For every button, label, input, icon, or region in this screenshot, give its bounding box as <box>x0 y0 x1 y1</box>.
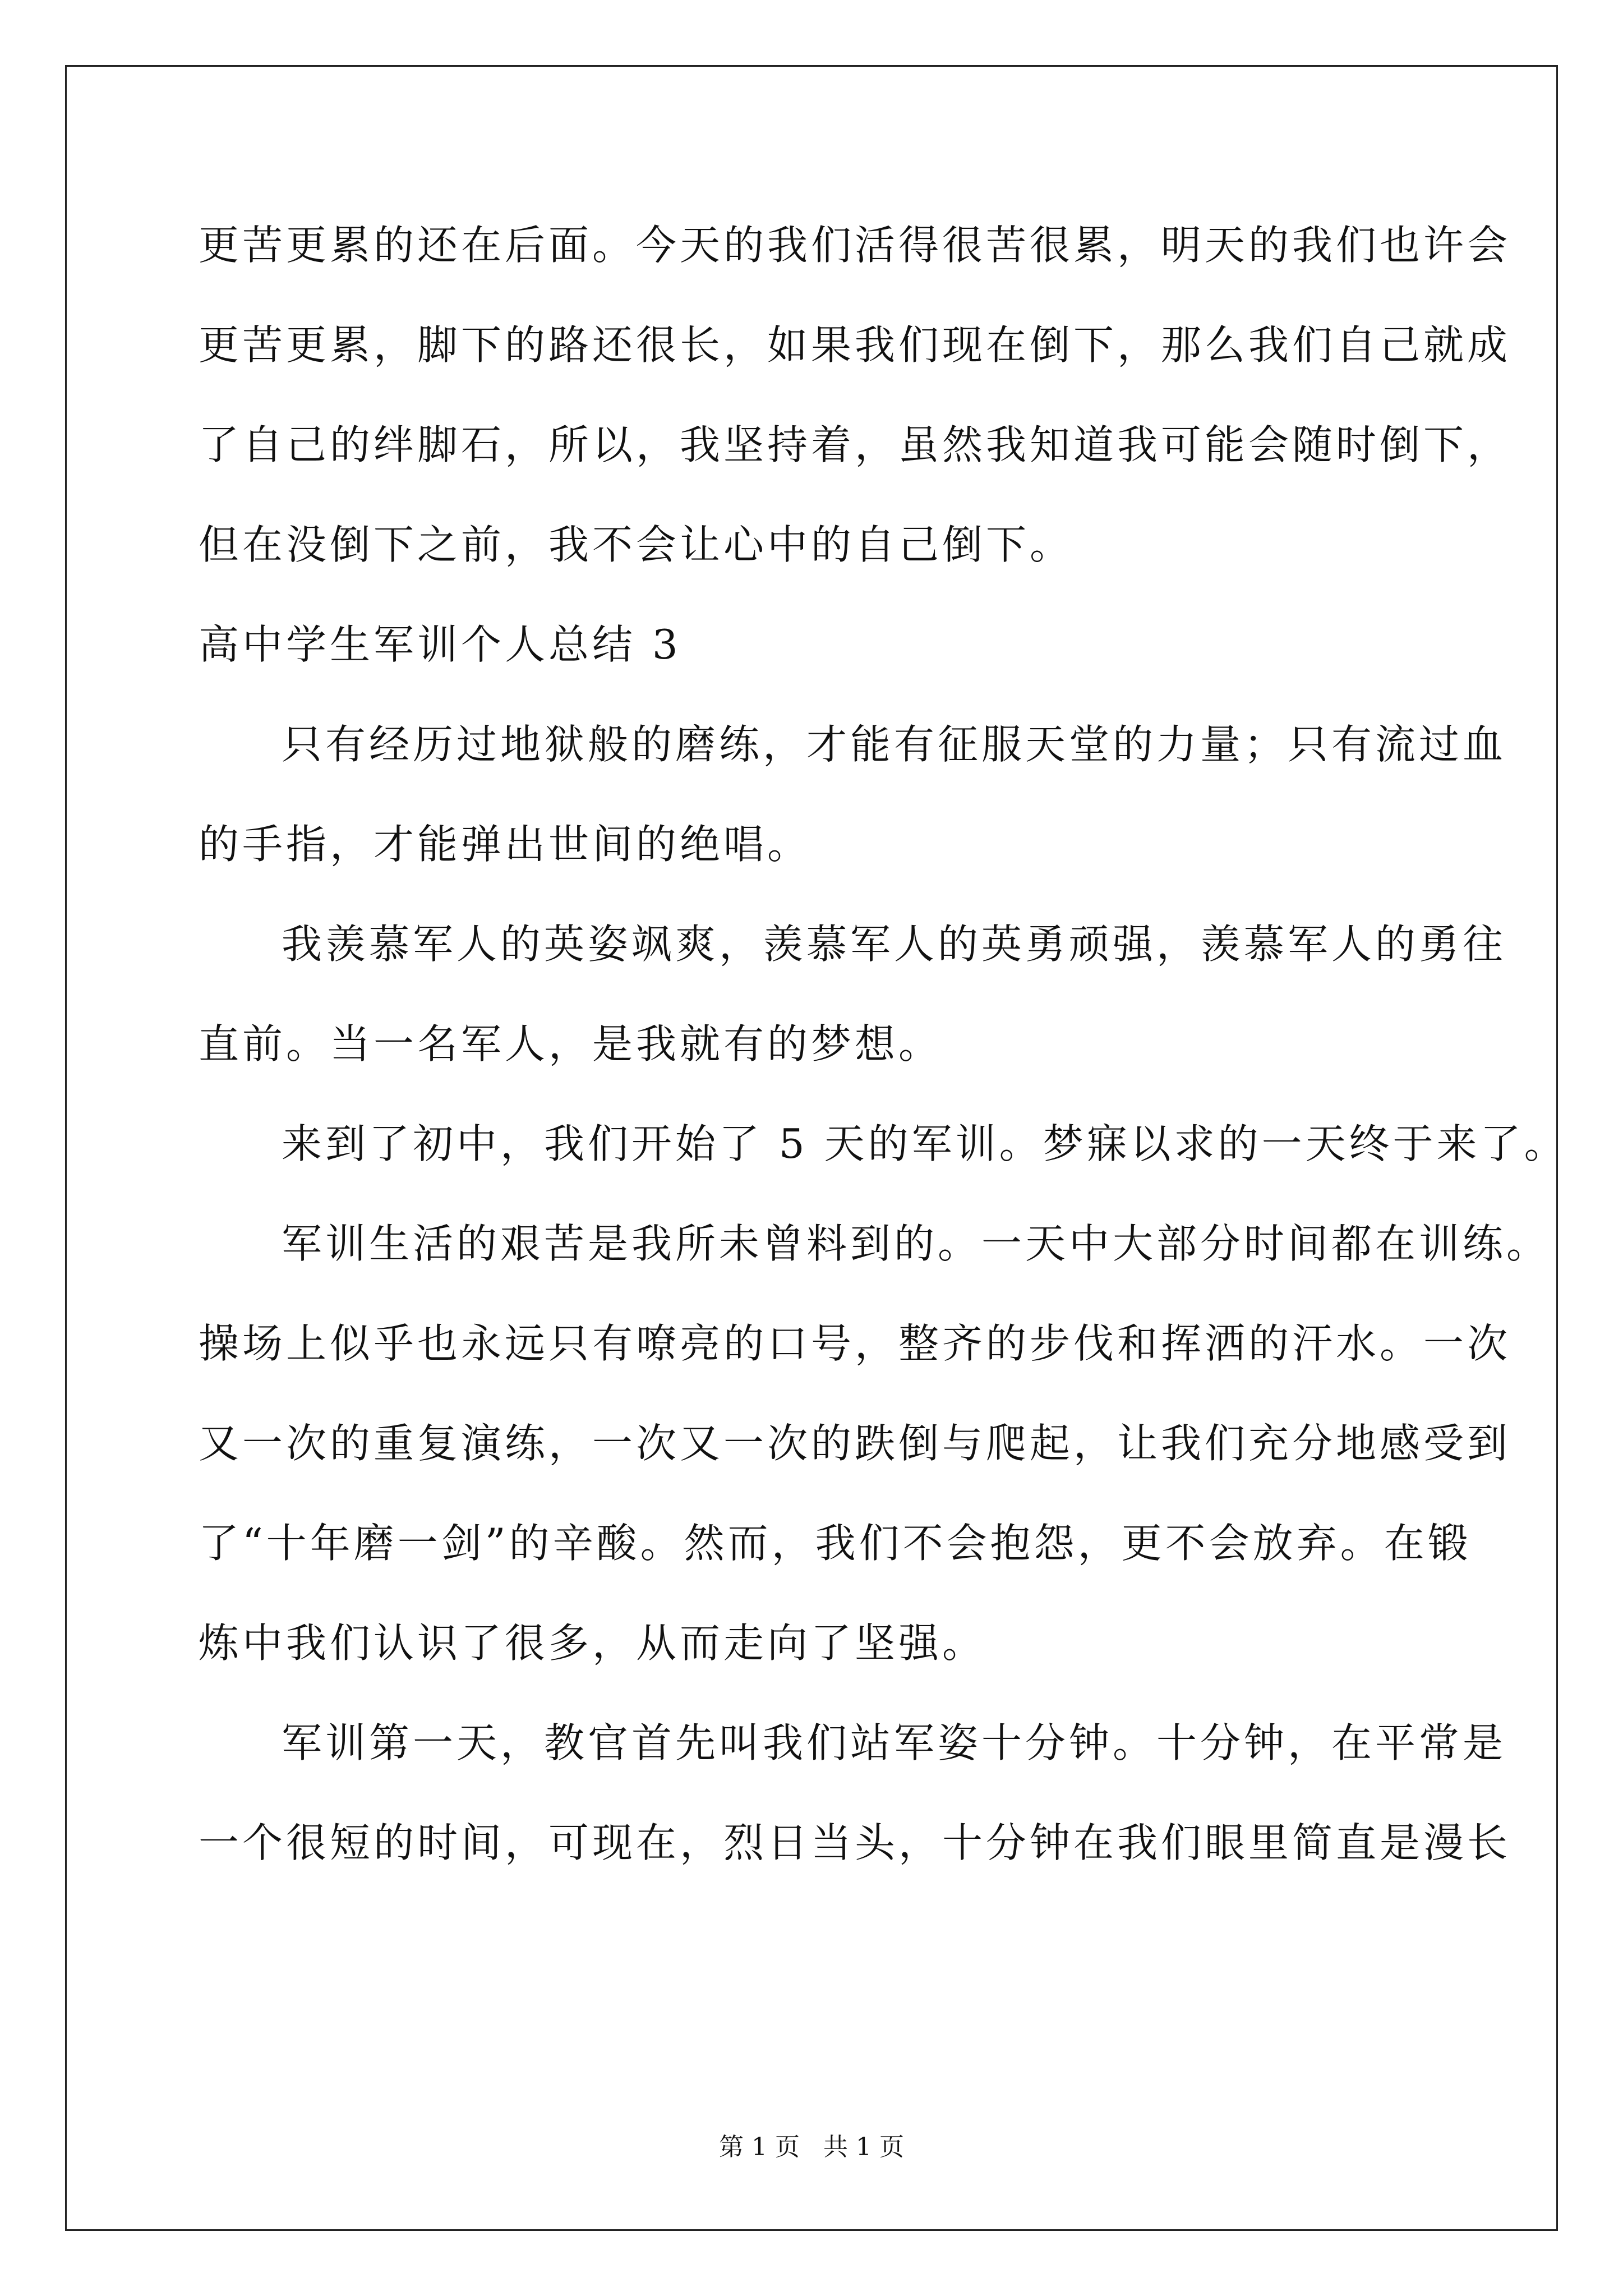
paragraph-line: 一个很短的时间，可现在，烈日当头，十分钟在我们眼里简直是漫长 <box>199 1819 1511 1866</box>
page-total: 共 1 页 <box>823 2133 904 2161</box>
paragraph-line: 直前。当一名军人，是我就有的梦想。 <box>199 1020 943 1068</box>
paragraph-line: 操场上似乎也永远只有嘹亮的口号，整齐的步伐和挥洒的汗水。一次 <box>199 1320 1511 1367</box>
paragraph-line: 军训第一天，教官首先叫我们站军姿十分钟。十分钟，在平常是 <box>282 1719 1507 1766</box>
paragraph-line: 更苦更累，脚下的路还很长，如果我们现在倒下，那么我们自己就成 <box>199 321 1511 369</box>
paragraph-line: 只有经历过地狱般的磨练，才能有征服天堂的力量；只有流过血 <box>282 721 1507 768</box>
paragraph-line: 军训生活的艰苦是我所未曾料到的。一天中大部分时间都在训练。 <box>282 1220 1551 1267</box>
paragraph-line: 炼中我们认识了很多，从而走向了坚强。 <box>199 1619 986 1667</box>
paragraph-line: 了自己的绊脚石，所以，我坚持着，虽然我知道我可能会随时倒下， <box>199 421 1511 468</box>
paragraph-line: 又一次的重复演练，一次又一次的跌倒与爬起，让我们充分地感受到 <box>199 1420 1511 1467</box>
paragraph-line: 我羡慕军人的英姿飒爽，羡慕军人的英勇顽强，羡慕军人的勇往 <box>282 921 1507 968</box>
paragraph-line: 来到了初中，我们开始了 5 天的军训。梦寐以求的一天终于来了。 <box>282 1120 1568 1167</box>
paragraph-line: 的手指，才能弹出世间的绝唱。 <box>199 821 811 868</box>
paragraph-line: 更苦更累的还在后面。今天的我们活得很苦很累，明天的我们也许会 <box>199 222 1511 269</box>
page-footer <box>0 2132 1623 2163</box>
section-heading: 高中学生军训个人总结 3 <box>199 621 681 668</box>
paragraph-line: 但在没倒下之前，我不会让心中的自己倒下。 <box>199 521 1074 568</box>
paragraph-line: 了“十年磨一剑”的辛酸。然而，我们不会抱怨，更不会放弃。在锻 <box>199 1520 1472 1567</box>
page-number: 第 1 页 <box>719 2133 800 2161</box>
